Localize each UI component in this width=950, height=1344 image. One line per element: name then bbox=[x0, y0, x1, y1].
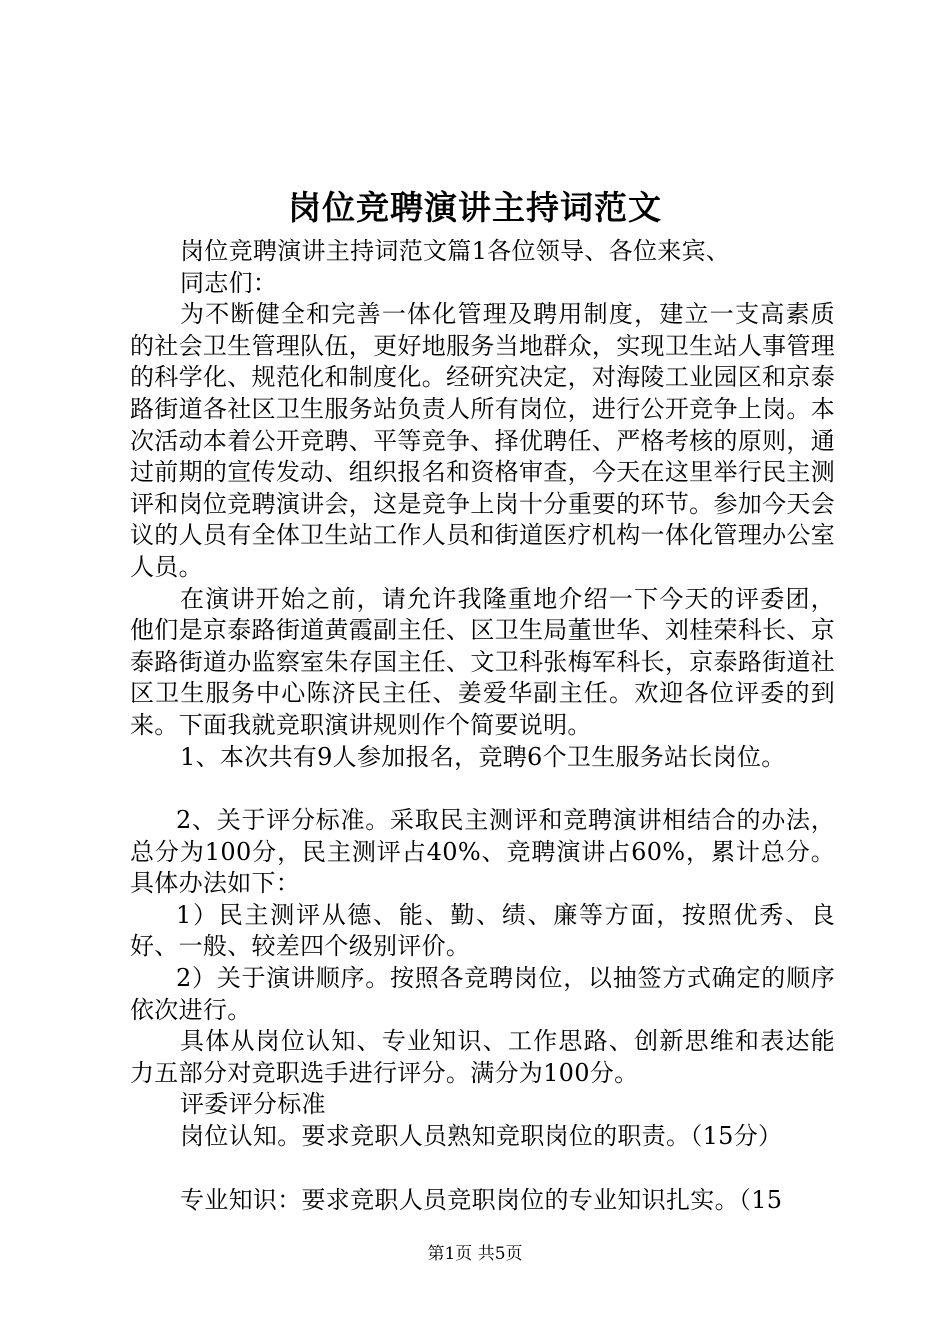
document-title: 岗位竞聘演讲主持词范文 bbox=[288, 188, 662, 227]
paragraph-rule-2-2: 2）关于演讲顺序。按照各竞聘岗位，以抽签方式确定的顺序依次进行。 bbox=[130, 964, 835, 1024]
paragraph-criterion-1: 岗位认知。要求竞职人员熟知竞职岗位的职责。（15分） bbox=[180, 1122, 783, 1151]
paragraph-gap bbox=[130, 1153, 835, 1185]
document-body bbox=[130, 236, 835, 1216]
paragraph-opening: 岗位竞聘演讲主持词范文篇1各位领导、各位来宾、 bbox=[180, 237, 731, 265]
paragraph-rule-2-1: 1）民主测评从德、能、勤、绩、廉等方面，按照优秀、良好、一般、较差四个级别评价。 bbox=[130, 900, 835, 961]
paragraph-salutation: 同志们： bbox=[180, 268, 278, 297]
paragraph-judges: 在演讲开始之前，请允许我隆重地介绍一下今天的评委团，他们是京泰路街道黄霞副主任、区卫生局董世华、刘桂荣科长、京泰路街道办监察室朱存国主任、文卫科张梅军科长，京泰路街道社区卫生服务中心陈济民主任、姜爱华副主任。欢迎各位评委的到来。下面我就竞职演讲规则作个简要说明。 bbox=[130, 584, 835, 739]
paragraph-gap bbox=[130, 773, 835, 805]
paragraph-criterion-2: 专业知识：要求竞职人员竞职岗位的专业知识扎实。（15 bbox=[180, 1185, 783, 1214]
paragraph-rule-1: 1、本次共有9人参加报名，竞聘6个卫生服务站长岗位。 bbox=[180, 742, 786, 771]
paragraph-scoring-parts: 具体从岗位认知、专业知识、工作思路、创新思维和表达能力五部分对竞职选手进行评分。满分为100分。 bbox=[130, 1027, 835, 1087]
page-footer: 第1页 共5页 bbox=[427, 1244, 523, 1264]
paragraph-scoring-heading: 评委评分标准 bbox=[180, 1090, 326, 1119]
paragraph-rule-2: 2、关于评分标准。采取民主测评和竞聘演讲相结合的办法，总分为100分，民主测评占40%、竞聘演讲占60%，累计总分。具体办法如下： bbox=[130, 806, 835, 898]
paragraph-purpose: 为不断健全和完善一体化管理及聘用制度，建立一支高素质的社会卫生管理队伍，更好地服务当地群众，实现卫生站人事管理的科学化、规范化和制度化。经研究决定，对海陵工业园区和京泰路街道各社区卫生服务站负责人所有岗位，进行公开竞争上岗。本次活动本着公开竞聘、平等竞争、择优聘任、严格考核的原则，通过前期的宣传发动、组织报名和资格审查，今天在这里举行民主测评和岗位竞聘演讲会，这是竞争上岗十分重要的环节。参加今天会议的人员有全体卫生站工作人员和街道医疗机构一体化管理办公室人员。 bbox=[130, 300, 835, 581]
